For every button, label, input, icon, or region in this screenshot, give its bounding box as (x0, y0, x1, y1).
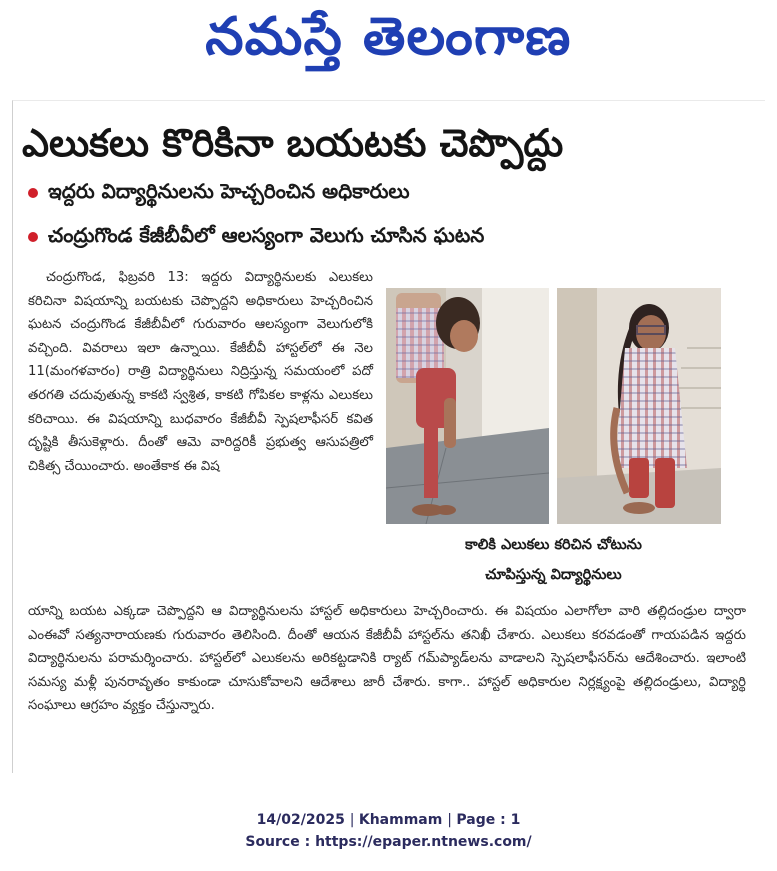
caption-line-2: చూపిస్తున్న విద్యార్థినులు (485, 567, 622, 583)
separator: | (447, 812, 457, 828)
photo-illustration-left (386, 288, 549, 524)
page-number: Page : 1 (456, 812, 521, 828)
article-body-column (28, 266, 373, 598)
photo-illustration-right (557, 288, 721, 524)
red-bullet-icon (28, 188, 38, 198)
photo-caption (386, 530, 721, 592)
photo-student-showing-foot (386, 288, 549, 524)
article-paragraph-top: చంద్రుగొండ, ఫిబ్రవరి 13: ఇద్దరు విద్యార్థినులకు ఎలుకలు కరిచినా విషయాన్ని బయటకు చెప్పొద్దని అధికారులు హెచ్చరించిన ఘటన చంద్రుగొండ కేజీబీవీలో గురువారం ఆలస్యంగా వెలుగులోకి వచ్చింది. వివరాలు ఇలా ఉన్నాయి. కేజీబీవీ హాస్టల్‌లో ఈ నెల 11(మంగళవారం) రాత్రి విద్యార్థినులు నిద్రిస్తున్న సమయంలో పదో తరగతి చదువుతున్న కాకటి స్వశ్రిత, కాకటి గోపికల కాళ్లను ఎలుకలు కరిచాయి. ఈ విషయాన్ని బుధవారం కేజీబీవీ స్పెషలాఫీసర్ కవిత దృష్టికి తీసుకెళ్లారు. దీంతో ఆమె వారిద్దరికీ ప్రభుత్వ ఆసుపత్రిలో చికిత్స చేయించారు. అంతేకాక ఈ విష (28, 270, 373, 474)
subheading-bullet-1 (28, 174, 748, 208)
subheading-bullet-2 (28, 218, 748, 252)
subheading-text-2: చంద్రుగొండ కేజీబీవీలో ఆలస్యంగా వెలుగు చూసిన ఘటన (48, 223, 485, 247)
masthead (0, 2, 777, 84)
article-paragraph-bottom: యాన్ని బయట ఎక్కడా చెప్పొద్దని ఆ విద్యార్థినులను హాస్టల్ అధికారులు హెచ్చరించారు. ఈ విషయం ఎలాగోలా వారి తల్లిదండ్రుల ద్వారా ఎంఈవో సత్యనారాయణకు గురువారం తెలిసింది. దీంతో ఆయన కేజీబీవీ హాస్టల్‌ను తనిఖీ చేశారు. ఎలుకలు కరవడంతో గాయపడిన ఇద్దరు విద్యార్థినులను పరామర్శించారు. హాస్టల్‌లో ఎలుకలను అరికట్టడానికి ర్యాట్ గమ్‌ప్యాడ్‌లను వాడాలని స్పెషలాఫీసర్‌ను ఆదేశించారు. ఇలాంటి సమస్య మళ్లీ పునరావృతం కాకుండా చూసుకోవాలని ఆదేశాలు జారీ చేశారు. కాగా.. హాస్టల్ అధికారుల నిర్లక్ష్యంపై తల్లిదండ్రులు, విద్యార్థి సంఘాలు ఆగ్రహం వ్యక్తం చేస్తున్నారు. (28, 604, 746, 714)
separator: | (349, 812, 359, 828)
edition-date: 14/02/2025 (256, 812, 345, 828)
subheading-text-1: ఇద్దరు విద్యార్థినులను హెచ్చరించిన అధికారులు (48, 179, 410, 203)
newspaper-logo: నమస్తే తెలంగాణ (205, 6, 572, 67)
red-bullet-icon (28, 232, 38, 242)
article-headline: ఎలుకలు కొరికినా బయటకు చెప్పొద్దు (22, 121, 564, 165)
edition-info (0, 812, 777, 828)
caption-line-1: కాలికి ఎలుకలు కరిచిన చోటును (465, 537, 642, 553)
edition-name: Khammam (358, 812, 443, 828)
source-line: Source : https://epaper.ntnews.com/ (245, 834, 532, 850)
photo-student-pointing-at-foot (557, 288, 721, 524)
article-body-full-width (28, 600, 746, 770)
